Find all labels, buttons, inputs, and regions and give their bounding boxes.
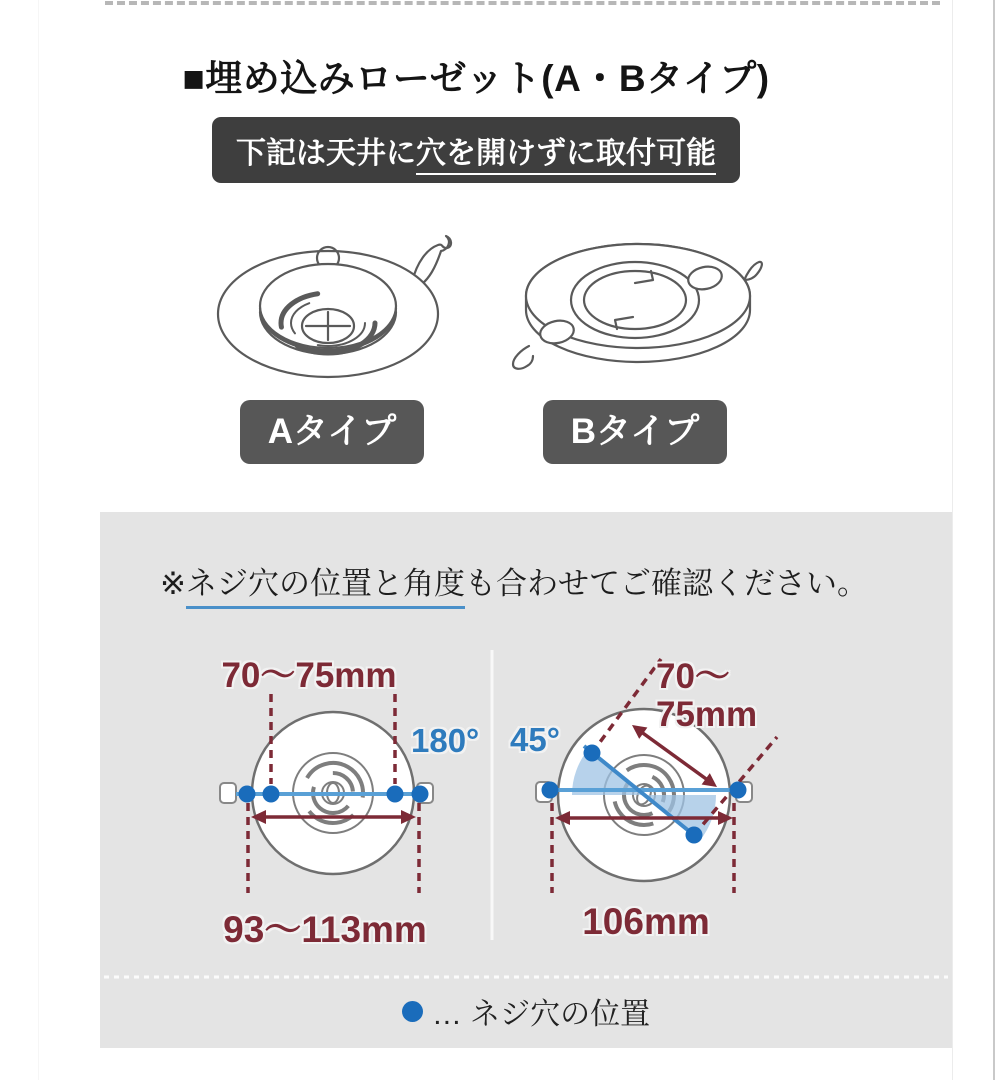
notice-text-underlined: 穴を開けずに取付可能 — [416, 137, 716, 175]
screw-hole-dot-icon — [402, 1001, 423, 1022]
type-a-badge: Aタイプ — [240, 400, 424, 464]
type-b-hole-inner — [584, 271, 686, 329]
note-prefix: ※ — [160, 566, 186, 601]
page-edge-right — [993, 0, 995, 1080]
legend — [100, 989, 952, 1033]
dim-b-angle: 45° — [510, 721, 560, 758]
note-underlined: ネジ穴の位置と角度 — [186, 566, 465, 609]
notice-text: 下記は天井に — [236, 137, 416, 170]
type-a-drawing — [198, 226, 456, 398]
measurement-panel — [100, 512, 952, 1048]
type-b-drawing — [505, 228, 767, 406]
dim-b-outer-span: 106mm — [582, 901, 710, 942]
note-rest: も合わせてご確認ください。 — [464, 566, 868, 601]
legend-label: … ネジ穴の位置 — [431, 998, 651, 1031]
page-edge-left — [38, 0, 39, 1080]
dim-a-screw-span: 70〜75mm — [221, 656, 397, 695]
dim-b-screw-span — [656, 658, 757, 734]
type-b-badge: Bタイプ — [543, 400, 727, 464]
diagram-a — [220, 694, 433, 893]
section-title: ■埋め込みローゼット(A・Bタイプ) — [182, 58, 770, 99]
page-edge-inner — [952, 0, 953, 1080]
measurement-diagrams — [100, 512, 952, 1048]
dim-b-screw-span-line1: 70〜 — [656, 657, 730, 696]
dim-a-angle: 180° — [411, 722, 480, 759]
type-b-hook-left — [513, 346, 533, 369]
dim-a-outer-span: 93〜113mm — [223, 909, 427, 950]
section-divider-dashed — [105, 1, 940, 5]
tab-left — [220, 783, 236, 803]
notice-banner — [212, 117, 740, 183]
dim-b-screw-span-line2: 75mm — [656, 695, 758, 734]
